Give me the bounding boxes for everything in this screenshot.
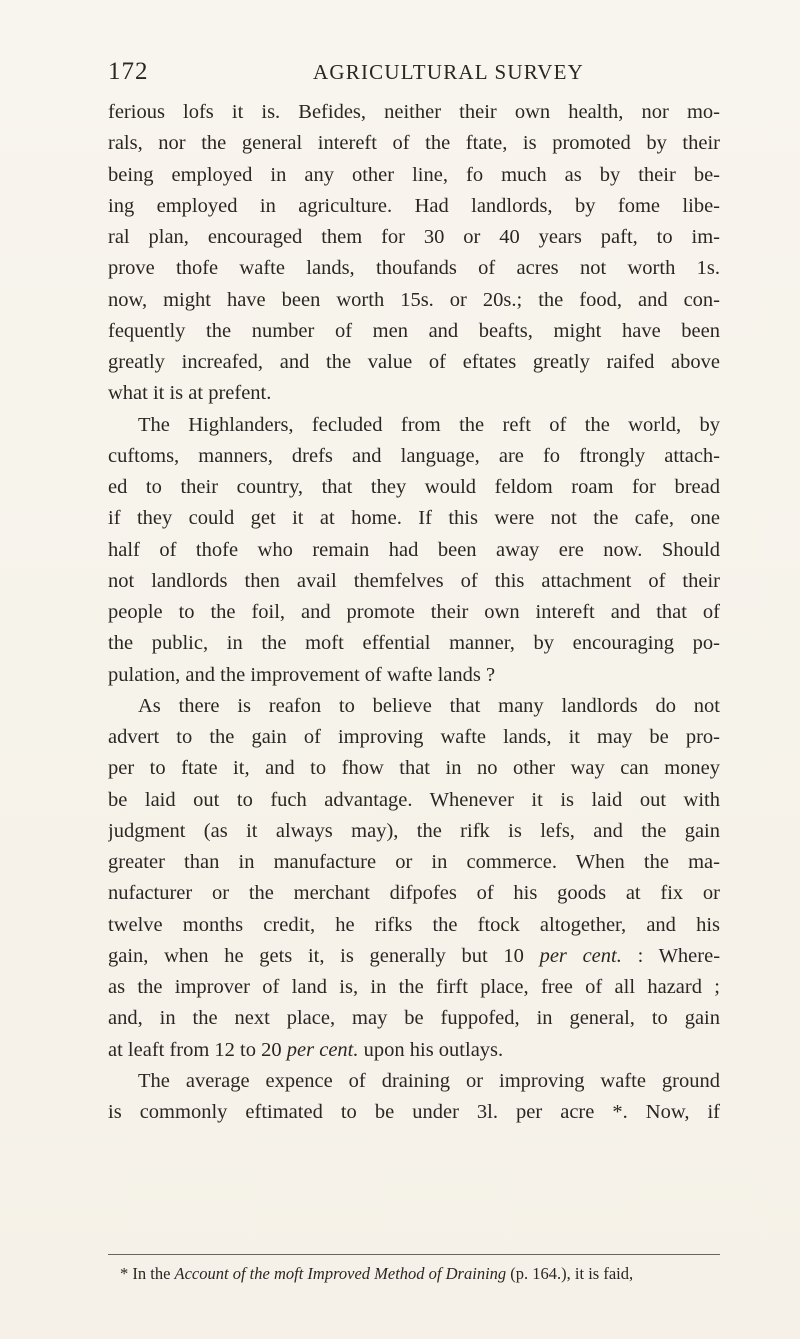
text-line xyxy=(108,941,720,972)
footnote-lead: * In the xyxy=(120,1264,171,1283)
footnote xyxy=(120,1263,720,1285)
text-line: now, might have been worth 15s. or 20s.; the food, and con- xyxy=(108,288,720,311)
text-segment: : Where- xyxy=(637,944,720,967)
text-line: half of thofe who remain had been away ere now. Should xyxy=(108,538,720,561)
text-line: greatly increafed, and the value of eftates greatly raifed above xyxy=(108,351,720,373)
text-line: pulation, and the improvement of wafte lands ? xyxy=(108,663,496,686)
text-line: being employed in any other line, fo much as by their be- xyxy=(108,163,720,186)
text-line: nufacturer or the merchant difpofes of his goods at fix or xyxy=(108,882,720,905)
paragraph-start-line: As there is reafon to believe that many landlords do not xyxy=(138,694,720,717)
text-line: ferious lofs it is. Befides, neither their own health, nor mo- xyxy=(108,101,720,123)
footnote-tail: (p. 164.), it is faid, xyxy=(510,1264,634,1283)
text-segment: gain, when he gets it, is generally but 10 xyxy=(108,944,524,967)
running-title: AGRICULTURAL SURVEY xyxy=(313,60,584,84)
text-line: ed to their country, that they would feldom roam for bread xyxy=(108,476,720,498)
page-number: 172 xyxy=(108,58,149,85)
body-text xyxy=(108,97,720,1128)
italic-text: per cent. xyxy=(286,1038,359,1061)
text-line: ing employed in agriculture. Had landlords, by fome libe- xyxy=(108,194,720,217)
text-line: as the improver of land is, in the firft place, free of all hazard ; xyxy=(108,976,720,998)
text-line: judgment (as it always may), the rifk is lefs, and the gain xyxy=(108,819,720,842)
text-line: ral plan, encouraged them for 30 or 40 years paft, to im- xyxy=(108,226,720,248)
text-line: what it is at prefent. xyxy=(108,382,272,405)
text-line: prove thofe wafte lands, thoufands of acres not worth 1s. xyxy=(108,257,720,280)
text-line: the public, in the moft effential manner, by encouraging po- xyxy=(108,632,720,655)
text-line: fequently the number of men and beafts, might have been xyxy=(108,319,720,342)
italic-text: per cent. xyxy=(539,944,622,967)
paragraph-start-line: The Highlanders, fecluded from the reft of the world, by xyxy=(138,413,720,436)
text-line: cuftoms, manners, drefs and language, are fo ftrongly attach- xyxy=(108,444,720,467)
text-segment: at leaft from 12 to 20 xyxy=(108,1038,282,1061)
paragraph-start-line: The average expence of draining or improving wafte ground xyxy=(138,1069,720,1092)
text-line: rals, nor the general intereft of the ftate, is promoted by their xyxy=(108,132,720,155)
footnote-rule xyxy=(108,1254,720,1255)
footnote-title: Account of the moft Improved Method of Draining xyxy=(174,1264,507,1283)
text-line: and, in the next place, may be fuppofed, in general, to gain xyxy=(108,1007,720,1030)
text-line: be laid out to fuch advantage. Whenever it is laid out with xyxy=(108,788,720,811)
text-segment: upon his outlays. xyxy=(363,1038,504,1061)
text-line: people to the foil, and promote their own intereft and that of xyxy=(108,601,720,623)
text-line xyxy=(108,1035,720,1066)
text-line: twelve months credit, he rifks the ftock altogether, and his xyxy=(108,913,720,936)
text-line: greater than in manufacture or in commerce. When the ma- xyxy=(108,851,720,873)
text-line: not landlords then avail themfelves of this attachment of their xyxy=(108,569,720,592)
page-header xyxy=(108,58,718,88)
text-line: advert to the gain of improving wafte lands, it may be pro- xyxy=(108,726,720,748)
text-line: if they could get it at home. If this were not the cafe, one xyxy=(108,507,720,530)
text-line: is commonly eftimated to be under 3l. per acre *. Now, if xyxy=(108,1101,720,1123)
text-line: per to ftate it, and to fhow that in no other way can money xyxy=(108,757,720,780)
